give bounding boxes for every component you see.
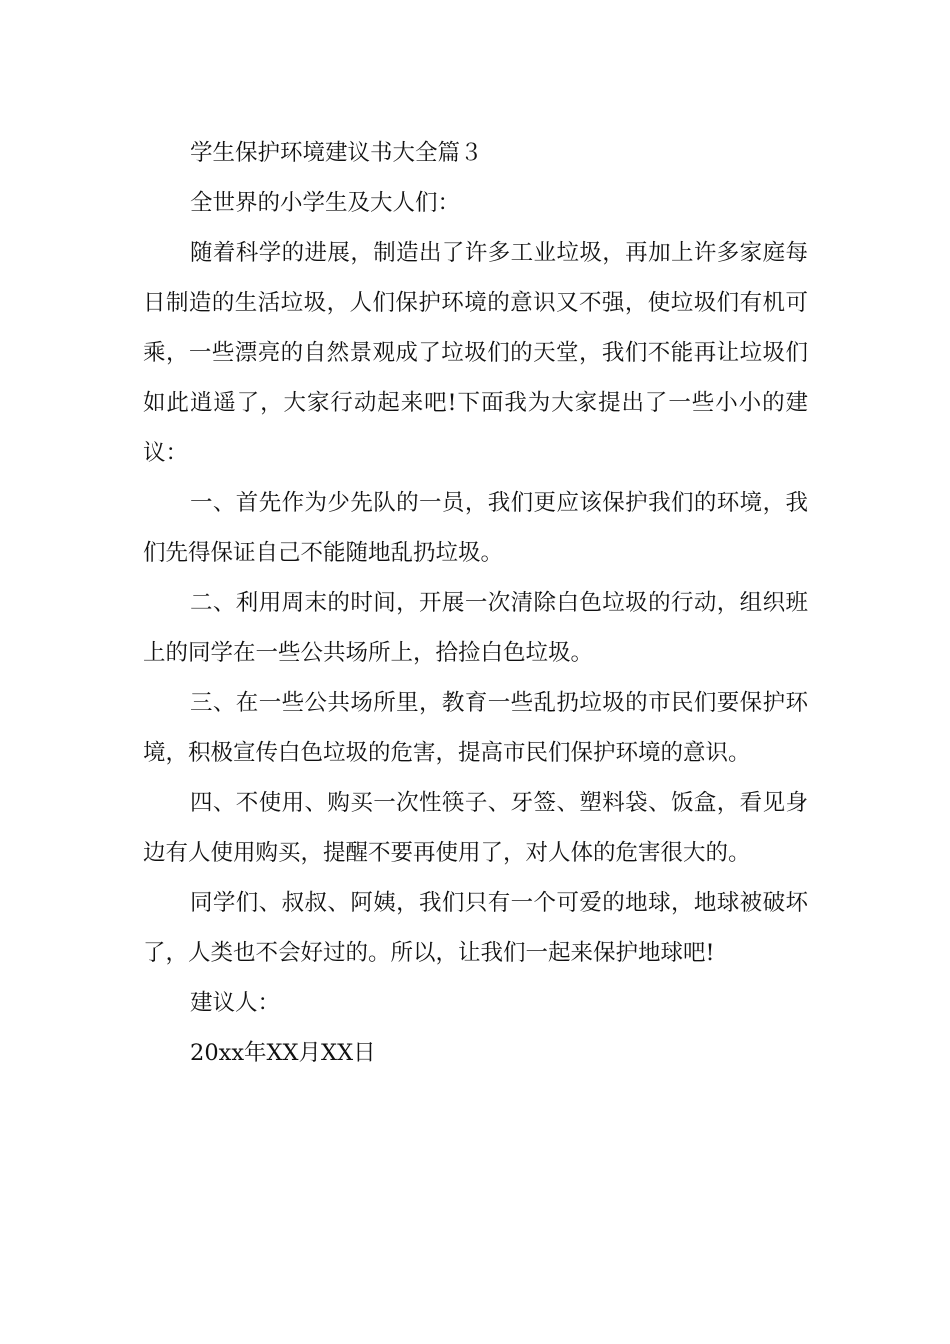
document-body [143, 128, 808, 1078]
salutation: 全世界的小学生及大人们： [190, 190, 461, 216]
document-title: 学生保护环境建议书大全篇３ [190, 140, 483, 166]
paragraph: 随着科学的进展，制造出了许多工业垃圾，再加上许多家庭每日制造的生活垃圾，人们保护环境的意识又不强，使垃圾们有机可乘，一些漂亮的自然景观成了垃圾们的天堂，我们不能再让垃圾们如此逍遥了，大家行动起来吧!下面我为大家提出了一些小小的建议： [143, 240, 808, 466]
paragraph: 一、首先作为少先队的一员，我们更应该保护我们的环境，我们先得保证自己不能随地乱扔垃圾。 [143, 490, 808, 566]
paragraph: 四、不使用、购买一次性筷子、牙签、塑料袋、饭盒，看见身边有人使用购买，提醒不要再使用了，对人体的危害很大的。 [143, 790, 808, 866]
paragraph: 二、利用周末的时间，开展一次清除白色垃圾的行动，组织班上的同学在一些公共场所上，拾捡白色垃圾。 [143, 590, 808, 666]
paragraph: 同学们、叔叔、阿姨，我们只有一个可爱的地球，地球被破坏了，人类也不会好过的。所以，让我们一起来保护地球吧! [143, 890, 808, 966]
paragraph: 三、在一些公共场所里，教育一些乱扔垃圾的市民们要保护环境，积极宣传白色垃圾的危害，提高市民们保护环境的意识。 [143, 690, 808, 766]
document-date: 20xx年XX月XX日 [190, 1040, 376, 1066]
signer-label: 建议人： [190, 990, 281, 1016]
